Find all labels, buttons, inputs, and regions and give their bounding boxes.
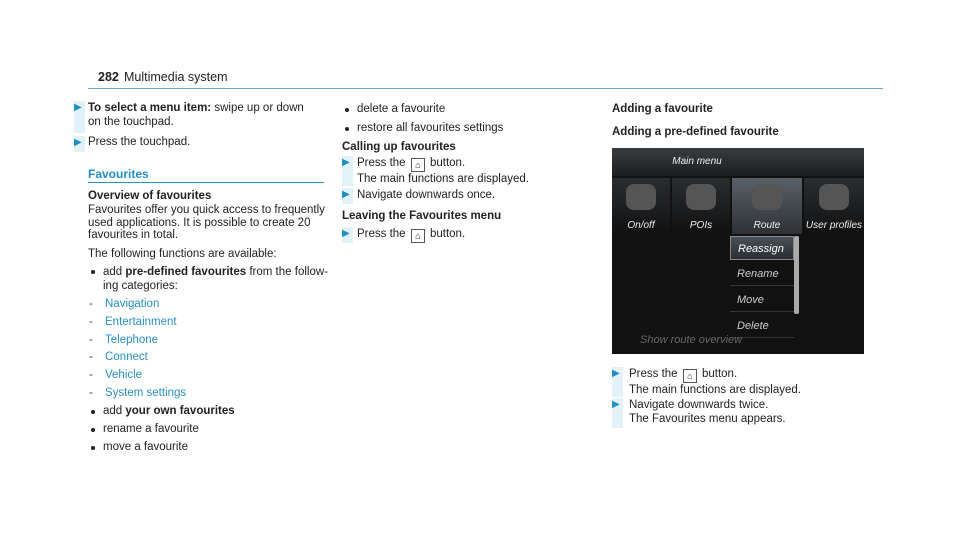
section-underline — [88, 182, 324, 183]
category-system-settings-link[interactable]: System settings — [105, 387, 187, 399]
list-item: add pre-defined favourites from the follow- ing categories: — [103, 266, 328, 292]
step-press-home: Press the ⌂ button. The main functions are displayed. — [357, 157, 529, 185]
category-connect-link[interactable]: Connect — [105, 351, 148, 363]
route-submenu — [730, 236, 802, 340]
list-item: add your own favourites — [103, 405, 235, 417]
dash-marker: - — [89, 351, 93, 363]
step-arrow-icon: ▶ — [612, 368, 620, 379]
step-label: To select a menu item: — [88, 102, 212, 114]
category-navigation-link[interactable]: Navigation — [105, 298, 160, 310]
route-map-icon — [752, 184, 782, 210]
category-vehicle-link[interactable]: Vehicle — [105, 369, 143, 381]
step-navigate-twice: Navigate downwards twice. The Favourites menu appears. — [629, 399, 786, 425]
menu-delete: Delete — [730, 314, 794, 338]
step-press-touchpad: Press the touchpad. — [88, 136, 191, 148]
tile-user-profiles: User profiles — [804, 178, 864, 234]
leaving-heading: Leaving the Favourites menu — [342, 210, 502, 222]
step-text: swipe up or down — [211, 102, 304, 114]
list-item: delete a favourite — [357, 103, 446, 115]
adding-predefined-heading: Adding a pre-defined favourite — [612, 126, 779, 138]
step-press-home: Press the ⌂ button. — [357, 228, 466, 241]
head-unit-screenshot — [612, 148, 864, 354]
main-menu-title: Main menu — [672, 156, 722, 167]
overview-line: favourites in total. — [88, 229, 179, 241]
step-arrow-icon: ▶ — [342, 189, 350, 200]
overview-paragraph — [88, 204, 325, 242]
overview-heading: Overview of favourites — [88, 190, 212, 202]
show-route-overview: Show route overview — [640, 334, 743, 346]
calling-heading: Calling up favourites — [342, 141, 456, 153]
tile-route: Route — [732, 178, 802, 234]
tile-pois: POIs — [672, 178, 730, 234]
step-arrow-icon: ▶ — [74, 102, 82, 113]
tile-on-off: On/off — [612, 178, 670, 234]
home-icon: ⌂ — [411, 158, 425, 172]
header-divider — [88, 88, 883, 89]
overview-line: used applications. It is possible to create 20 — [88, 216, 311, 229]
section-title: Multimedia system — [124, 70, 228, 84]
list-item: rename a favourite — [103, 423, 199, 435]
page-number: 282 — [98, 70, 119, 84]
step-navigate-once: Navigate downwards once. — [357, 189, 496, 201]
menu-scrollbar — [794, 236, 799, 314]
menu-reassign: Reassign — [730, 236, 794, 260]
overview-line: Favourites offer you quick access to frequently — [88, 204, 325, 216]
home-icon: ⌂ — [411, 229, 425, 243]
map-pin-icon — [686, 184, 716, 210]
menu-rename: Rename — [730, 262, 794, 286]
step-select-menu-item — [88, 101, 304, 129]
dash-marker: - — [89, 334, 93, 346]
list-item: move a favourite — [103, 441, 189, 453]
dash-marker: - — [89, 316, 93, 328]
step-arrow-icon: ▶ — [342, 157, 350, 168]
dash-marker: - — [89, 387, 93, 399]
step-arrow-icon: ▶ — [612, 399, 620, 410]
car-icon — [626, 184, 656, 210]
dash-marker: - — [89, 369, 93, 381]
step-press-home: Press the ⌂ button. The main functions are displayed. — [629, 368, 801, 396]
step-arrow-icon: ▶ — [74, 137, 82, 148]
step-arrow-icon: ▶ — [342, 228, 350, 239]
gauge-icon — [819, 184, 849, 210]
available-text: The following functions are available: — [88, 248, 277, 260]
menu-move: Move — [730, 288, 794, 312]
category-telephone-link[interactable]: Telephone — [105, 334, 159, 346]
favourites-section-title: Favourites — [88, 167, 149, 181]
home-icon: ⌂ — [683, 369, 697, 383]
dash-marker: - — [89, 298, 93, 310]
list-item: restore all favourites settings — [357, 122, 504, 134]
adding-heading: Adding a favourite — [612, 103, 713, 115]
category-entertainment-link[interactable]: Entertainment — [105, 316, 177, 328]
step-text-line2: on the touchpad. — [88, 116, 174, 128]
